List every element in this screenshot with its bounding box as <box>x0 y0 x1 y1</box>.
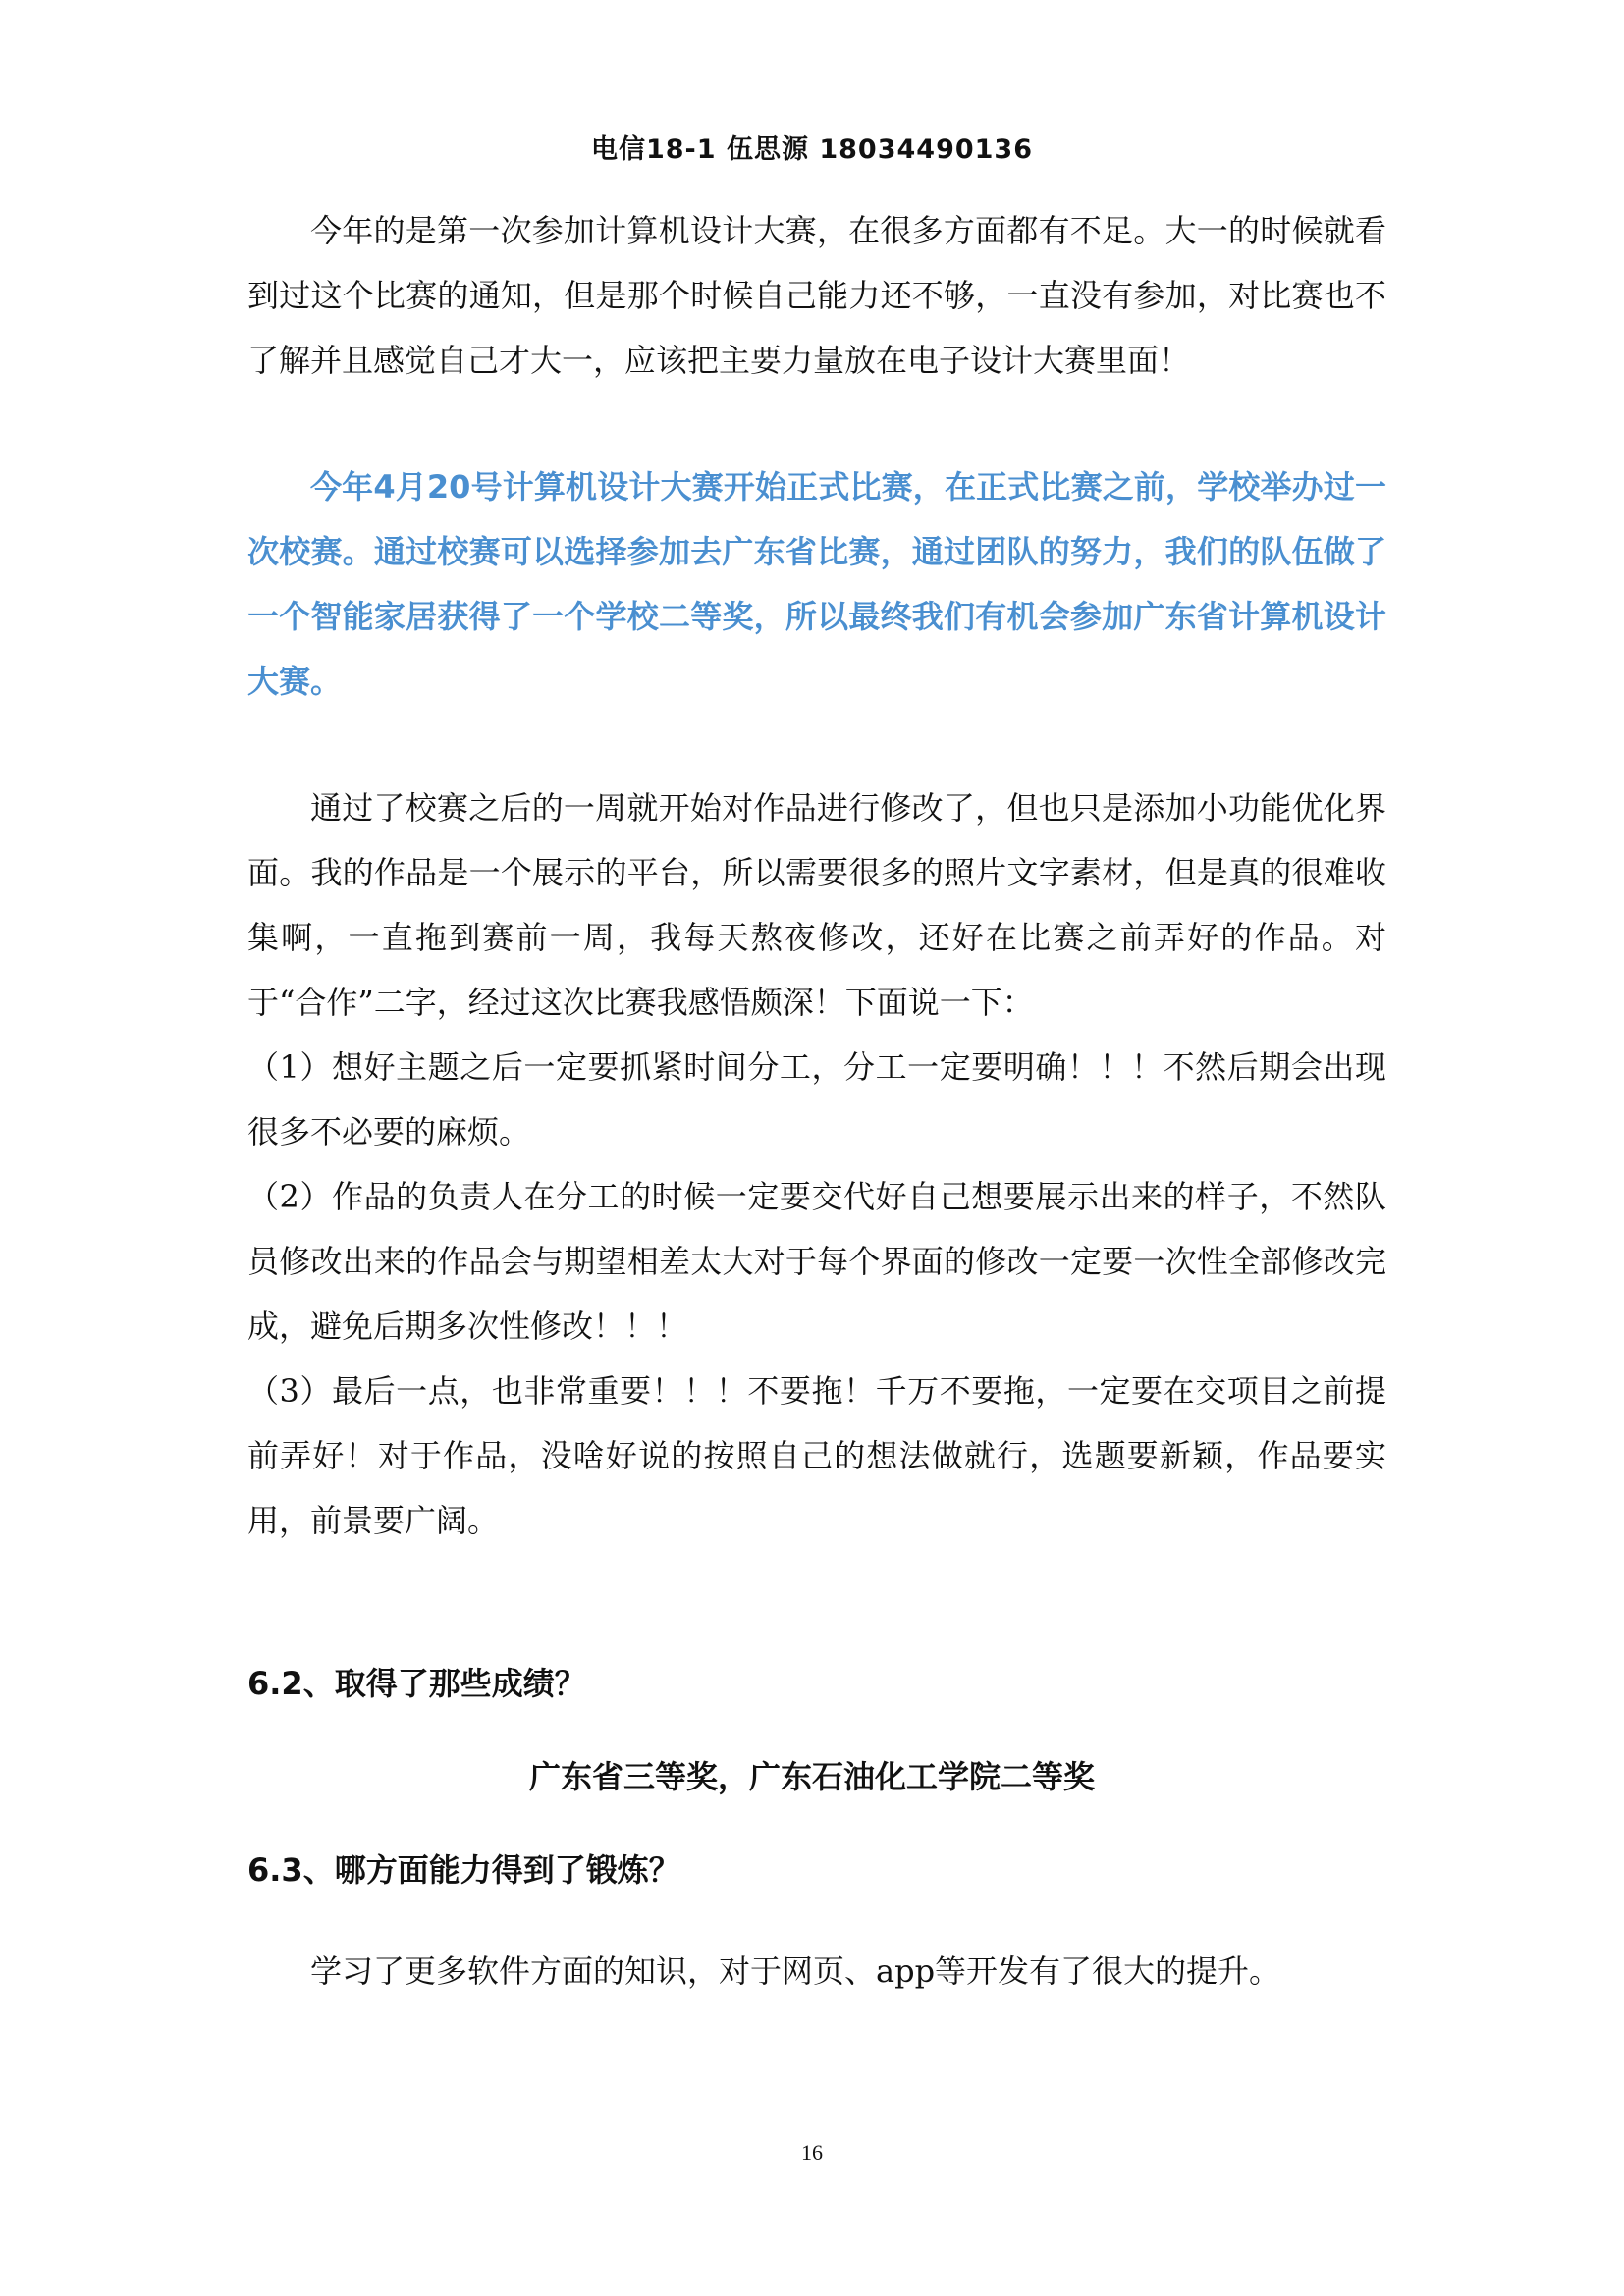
paragraph-revision: 通过了校赛之后的一周就开始对作品进行修改了，但也只是添加小功能优化界面。我的作品是一个展示的平台，所以需要很多的照片文字素材，但是真的很难收集啊，一直拖到赛前一周，我每天熬夜修改，还好在比赛之前弄好的作品。对于“合作”二字，经过这次比赛我感悟颇深！下面说一下： <box>247 789 1386 1021</box>
point-item-1: （1）想好主题之后一定要抓紧时间分工，分工一定要明确！！！不然后期会出现很多不必要的麻烦。 <box>247 1048 1386 1150</box>
page-header: 电信18-1 伍思源 18034490136 <box>590 134 1034 165</box>
page-number: 16 <box>801 2140 823 2164</box>
section-6-2-answer: 广东省三等奖，广东石油化工学院二等奖 <box>528 1758 1095 1795</box>
point-item-3: （3）最后一点，也非常重要！！！不要拖！千万不要拖，一定要在交项目之前提前弄好！对于作品，没啥好说的按照自己的想法做就行，选题要新颖，作品要实用，前景要广阔。 <box>247 1372 1386 1539</box>
section-6-3-answer: 学习了更多软件方面的知识，对于网页、app等开发有了很大的提升。 <box>310 1952 1281 1990</box>
point-item-2: （2）作品的负责人在分工的时候一定要交代好自己想要展示出来的样子，不然队员修改出来的作品会与期望相差太大对于每个界面的修改一定要一次性全部修改完成，避免后期多次性修改！！！ <box>247 1178 1386 1345</box>
section-6-2-heading: 6.2、取得了那些成绩？ <box>247 1665 586 1702</box>
point-list <box>247 1035 1386 1553</box>
section-6-3-heading: 6.3、哪方面能力得到了锻炼？ <box>247 1851 680 1889</box>
paragraph-competition: 今年4月20号计算机设计大赛开始正式比赛，在正式比赛之前，学校举办过一次校赛。通过校赛可以选择参加去广东省比赛，通过团队的努力，我们的队伍做了一个智能家居获得了一个学校二等奖，所以最终我们有机会参加广东省计算机设计大赛。 <box>247 468 1386 700</box>
paragraph-intro: 今年的是第一次参加计算机设计大赛，在很多方面都有不足。大一的时候就看到过这个比赛的通知，但是那个时候自己能力还不够，一直没有参加，对比赛也不了解并且感觉自己才大一，应该把主要力量放在电子设计大赛里面！ <box>247 212 1386 379</box>
